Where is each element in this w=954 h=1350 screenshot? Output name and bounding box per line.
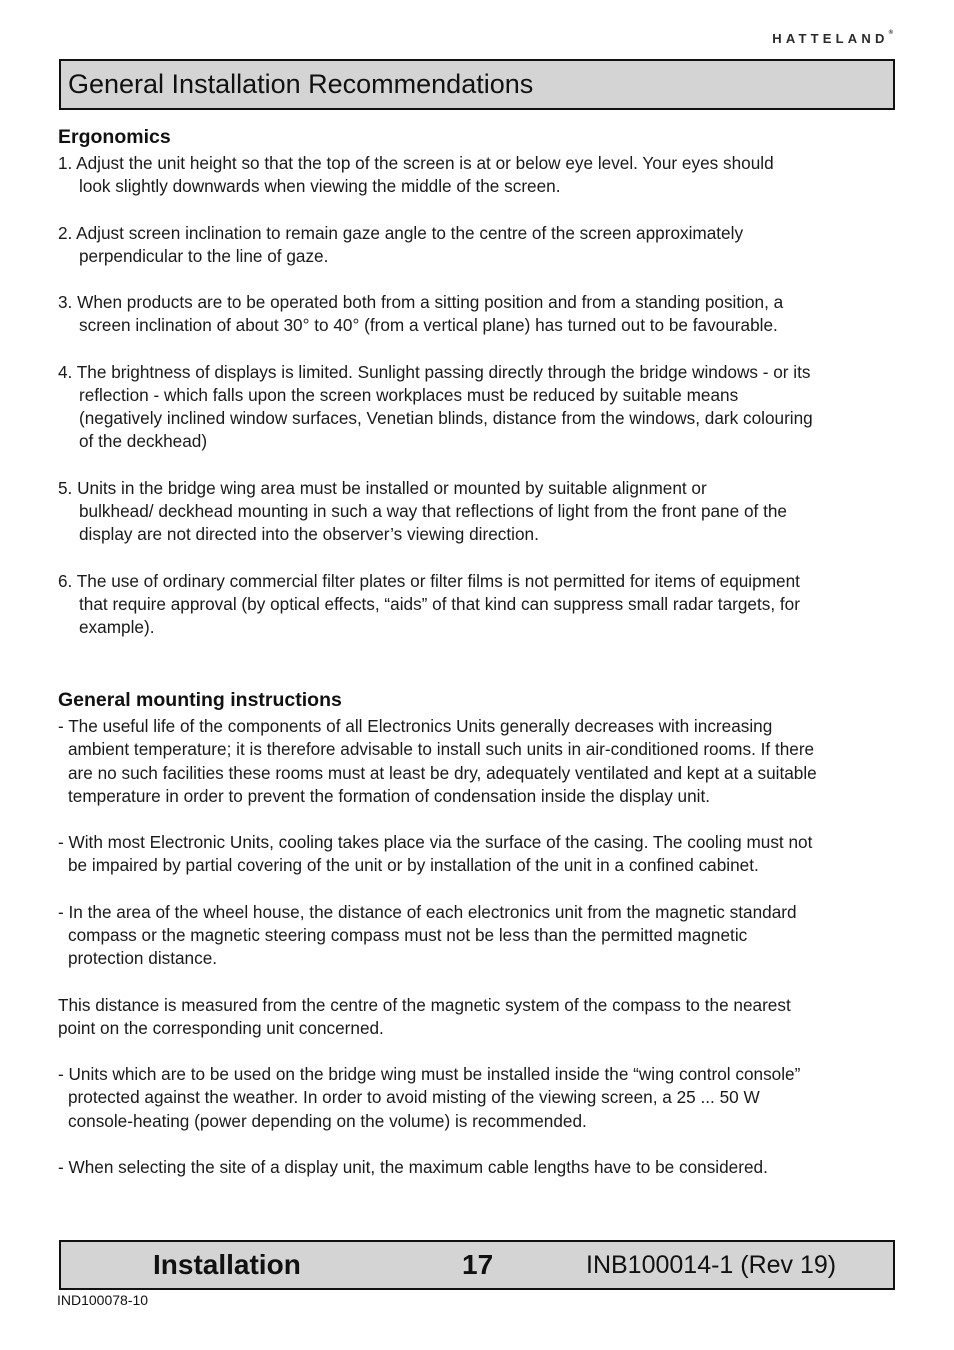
ergonomics-item-4: 4. The brightness of displays is limited. Sunlight passing directly through the bridge windows - or its reflection - which falls upon the screen workplaces must be reduced by suitable means (negatively inclined window surfaces, Venetian blinds, distance from the windows, dark colouring of the deckhead): [58, 361, 813, 452]
mounting-item-1: - The useful life of the components of all Electronics Units generally decreases with increasing ambient temperature; it is therefore advisable to install such units in air-conditioned rooms. If there are no such facilities these rooms must at least be dry, adequately ventilated and kept at a suitable temperature in order to prevent the formation of condensation inside the display unit.: [58, 716, 817, 806]
section-heading-ergonomics: Ergonomics: [58, 126, 171, 148]
document-code: IND100078-10: [57, 1292, 149, 1308]
main-content: [58, 122, 900, 1179]
page-footer: [59, 1240, 895, 1290]
page-title-box: [59, 59, 895, 110]
section-heading-mounting: General mounting instructions: [58, 689, 342, 712]
ergonomics-item-6: 6. The use of ordinary commercial filter plates or filter films is not permitted for items of equipment that require approval (by optical effects, “aids” of that kind can suppress small radar targets, for example).: [58, 570, 800, 637]
document-number: INB100014-1 (Rev 19): [586, 1251, 837, 1279]
mounting-item-5: - When selecting the site of a display unit, the maximum cable lengths have to be considered.: [58, 1156, 768, 1177]
mounting-item-2: - With most Electronic Units, cooling takes place via the surface of the casing. The cooling must not be impaired by partial covering of the unit or by installation of the unit in a confined cabinet.: [58, 832, 813, 876]
ergonomics-item-2: 2. Adjust screen inclination to remain gaze angle to the centre of the screen approximately perpendicular to the line of gaze.: [58, 222, 744, 266]
mounting-note: This distance is measured from the centre of the magnetic system of the compass to the nearest point on the corresponding unit concerned.: [58, 994, 791, 1038]
registered-mark: ®: [888, 30, 893, 36]
page-title: General Installation Recommendations: [68, 69, 534, 99]
mounting-item-3: - In the area of the wheel house, the distance of each electronics unit from the magnetic standard compass or the magnetic steering compass must not be less than the permitted magnetic protection distance.: [58, 901, 797, 969]
mounting-item-4: - Units which are to be used on the bridge wing must be installed inside the “wing control console” protected against the weather. In order to avoid misting of the viewing screen, a 25 ... 50 W console-heating (power depending on the volume) is recommended.: [58, 1064, 801, 1131]
ergonomics-item-1: 1. Adjust the unit height so that the top of the screen is at or below eye level. Your eyes should look slightly downwards when viewing the middle of the screen.: [58, 153, 774, 197]
brand-logo: [772, 31, 893, 46]
ergonomics-item-5: 5. Units in the bridge wing area must be installed or mounted by suitable alignment or bulkhead/ deckhead mounting in such a way that reflections of light from the front pane of the display are not directed into the observer’s viewing direction.: [58, 477, 787, 545]
ergonomics-item-3: 3. When products are to be operated both from a sitting position and from a standing position, a screen inclination of about 30° to 40° (from a vertical plane) has turned out to be favourable.: [58, 292, 784, 336]
footer-section-title: Installation: [153, 1249, 301, 1280]
brand-name: HATTELAND: [772, 31, 889, 46]
page-number: 17: [462, 1249, 494, 1280]
